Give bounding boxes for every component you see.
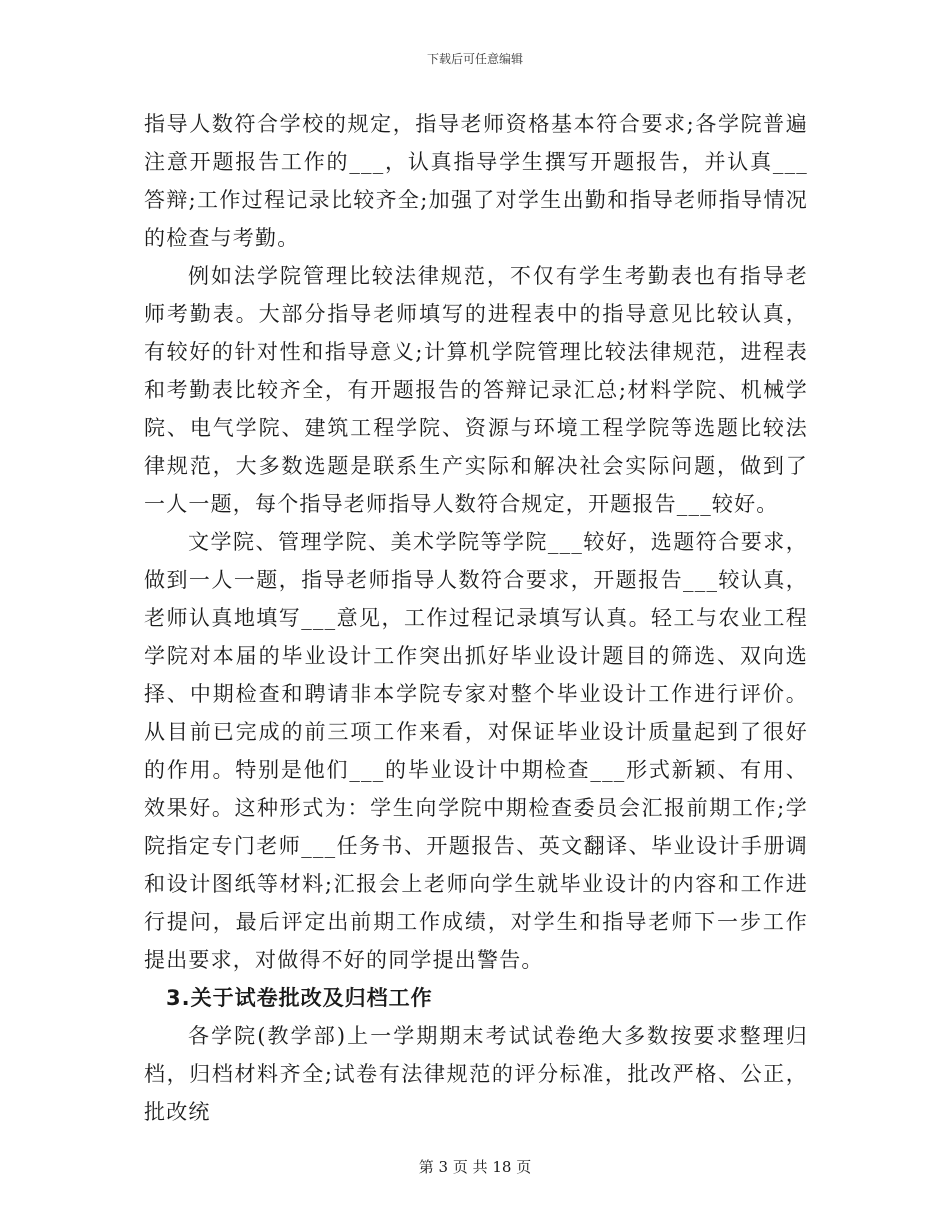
page-header-note: 下载后可任意编辑 bbox=[426, 52, 523, 66]
body-paragraph: 指导人数符合学校的规定，指导老师资格基本符合要求;各学院普遍注意开题报告工作的___，认真指导学生撰写开题报告，并认真___答辩;工作过程记录比较齐全;加强了对学生出勤和指导老师指导情况的检查与考勤。 bbox=[144, 112, 808, 250]
body-paragraph: 例如法学院管理比较法律规范，不仅有学生考勤表也有指导老师考勤表。大部分指导老师填写的进程表中的指导意见比较认真，有较好的针对性和指导意义;计算机学院管理比较法律规范，进程表和考勤表比较齐全，有开题报告的答辩记录汇总;材料学院、机械学院、电气学院、建筑工程学院、资源与环境工程学院等选题比较法律规范，大多数选题是联系生产实际和解决社会实际问题，做到了一人一题，每个指导老师指导人数符合规定，开题报告___较好。 bbox=[144, 264, 808, 516]
section-heading: 3.关于试卷批改及归档工作 bbox=[166, 986, 433, 1010]
page-number: 第 3 页 共 18 页 bbox=[418, 1158, 532, 1176]
body-paragraph: 文学院、管理学院、美术学院等学院___较好，选题符合要求，做到一人一题，指导老师指导人数符合要求，开题报告___较认真，老师认真地填写___意见，工作过程记录填写认真。轻工与农业工程学院对本届的毕业设计工作突出抓好毕业设计题目的筛选、双向选择、中期检查和聘请非本学院专家对整个毕业设计工作进行评价。从目前已完成的前三项工作来看，对保证毕业设计质量起到了很好的作用。特别是他们___的毕业设计中期检查___形式新颖、有用、效果好。这种形式为：学生向学院中期检查委员会汇报前期工作;学院指定专门老师___任务书、开题报告、英文翻译、毕业设计手册调和设计图纸等材料;汇报会上老师向学生就毕业设计的内容和工作进行提问，最后评定出前期工作成绩，对学生和指导老师下一步工作提出要求，对做得不好的同学提出警告。 bbox=[144, 530, 808, 972]
body-paragraph: 各学院(教学部)上一学期期末考试试卷绝大多数按要求整理归档，归档材料齐全;试卷有法律规范的评分标准，批改严格、公正，批改统 bbox=[144, 1024, 808, 1124]
document-body bbox=[144, 105, 808, 1131]
